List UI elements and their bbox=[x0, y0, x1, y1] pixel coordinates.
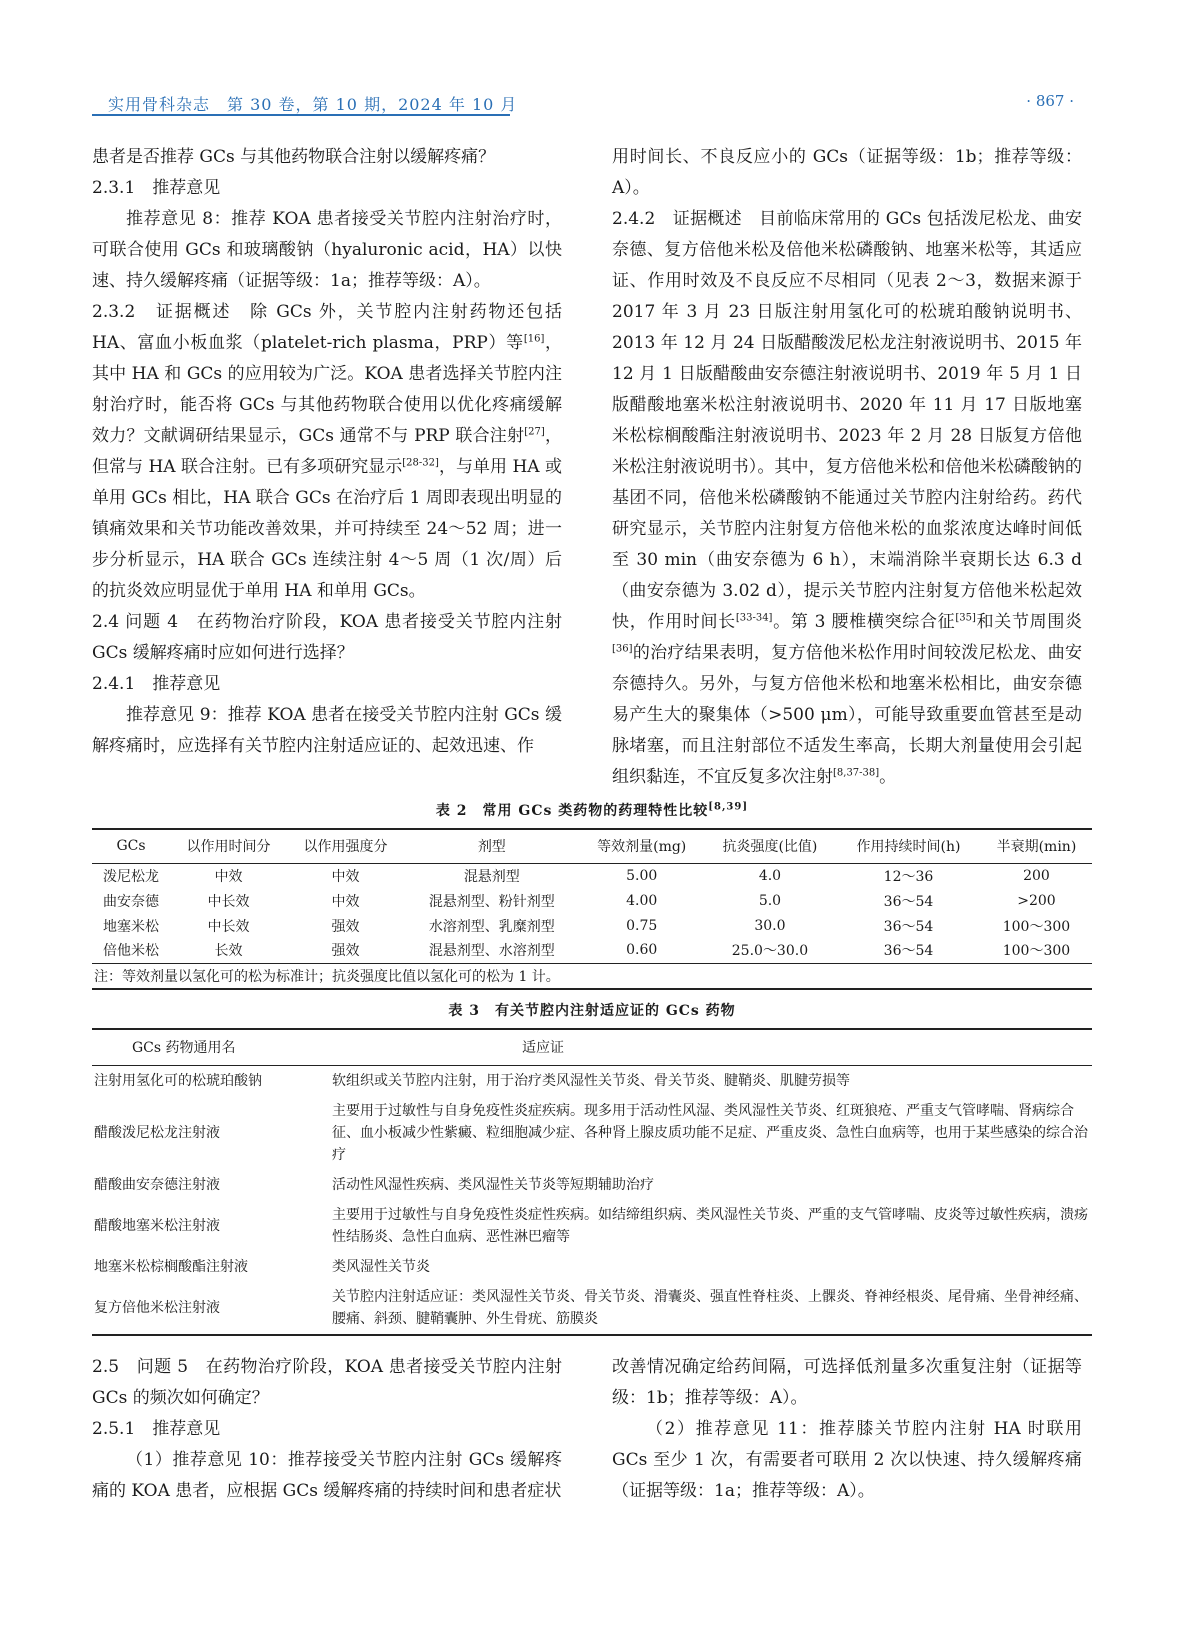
drug-name-cell: 复方倍他米松注射液 bbox=[92, 1282, 332, 1335]
table-cell: 中长效 bbox=[207, 893, 250, 910]
column-header: 剂型 bbox=[404, 829, 580, 863]
citation-ref: [27] bbox=[524, 426, 545, 438]
paragraph: 改善情况确定给药间隔，可选择低剂量多次重复注射（证据等级：1b；推荐等级：A）。 bbox=[612, 1357, 1082, 1408]
page-number: · 867 · bbox=[1026, 92, 1074, 110]
table-row bbox=[92, 1065, 1092, 1096]
table-note-row bbox=[92, 963, 1092, 989]
citation-ref: [28-32] bbox=[402, 457, 439, 469]
table-cell: 5.0 bbox=[758, 892, 782, 909]
table-cell: >200 bbox=[1017, 892, 1056, 909]
citation-ref: [16] bbox=[523, 333, 545, 345]
table-row bbox=[92, 938, 1092, 963]
left-column-bottom bbox=[92, 1352, 562, 1507]
paragraph: 用时间长、不良反应小的 GCs（证据等级：1b；推荐等级：A）。 bbox=[612, 147, 1082, 198]
table-cell: 长效 bbox=[170, 938, 287, 963]
drug-name-cell: 注射用氢化可的松琥珀酸钠 bbox=[94, 1072, 262, 1089]
table-2-caption: 表 2 常用 GCs 类药物的药理特性比较[8,39] bbox=[435, 801, 749, 819]
table-cell: 5.00 bbox=[626, 867, 658, 884]
table-row bbox=[92, 1170, 1092, 1200]
recommendation-10: （1）推荐意见 10：推荐接受关节腔内注射 GCs 缓解疼痛的 KOA 患者，应根据 GCs 缓解疼痛的持续时间和患者症状 bbox=[92, 1450, 562, 1501]
table-cell: 100～300 bbox=[1002, 918, 1071, 935]
recommendation-9: 推荐意见 9：推荐 KOA 患者在接受关节腔内注射 GCs 缓解疼痛时，应选择有关节腔内注射适应证的、起效迅速、作 bbox=[92, 705, 562, 756]
section-heading: 2.5.1 推荐意见 bbox=[92, 1419, 221, 1439]
right-column-bottom bbox=[612, 1352, 1082, 1507]
table-row bbox=[92, 1200, 1092, 1252]
table-cell: 36～54 bbox=[883, 918, 934, 935]
table-cell: 36～54 bbox=[836, 938, 981, 963]
table-3 bbox=[92, 1028, 1092, 1336]
column-header: 作用持续时间(h) bbox=[836, 829, 981, 863]
indication-cell: 活动性风湿性疾病、类风湿性关节炎等短期辅助治疗 bbox=[332, 1176, 654, 1193]
table-note: 注：等效剂量以氢化可的松为标准计；抗炎强度比值以氢化可的松为 1 计。 bbox=[92, 963, 1092, 989]
table-cell: 30.0 bbox=[754, 917, 786, 934]
table-cell: 0.75 bbox=[626, 917, 658, 934]
table-cell: 中效 bbox=[214, 868, 243, 885]
table-cell: 混悬剂型 bbox=[463, 868, 520, 885]
table-cell: 混悬剂型、粉针剂型 bbox=[428, 893, 555, 910]
table-cell: 泼尼松龙 bbox=[103, 868, 159, 885]
table-cell: 中效 bbox=[331, 868, 360, 885]
table-row bbox=[92, 1096, 1092, 1170]
header-rule bbox=[92, 114, 510, 116]
column-header: GCs 药物通用名 bbox=[92, 1029, 332, 1065]
table-cell: 倍他米松 bbox=[92, 938, 170, 963]
table-cell: 200 bbox=[1023, 867, 1050, 884]
indication-cell: 类风湿性关节炎 bbox=[332, 1258, 430, 1275]
table-cell: 强效 bbox=[287, 938, 404, 963]
column-header: 等效剂量(mg) bbox=[580, 829, 704, 863]
table-cell: 混悬剂型、水溶剂型 bbox=[404, 938, 580, 963]
table-cell: 地塞米松 bbox=[103, 918, 159, 935]
table-cell: 4.00 bbox=[626, 892, 658, 909]
running-header bbox=[92, 92, 1092, 118]
table-cell: 12～36 bbox=[883, 868, 934, 885]
drug-name-cell: 醋酸泼尼松龙注射液 bbox=[94, 1124, 220, 1141]
table-row bbox=[92, 1282, 1092, 1335]
section-heading: 2.5 问题 5 在药物治疗阶段，KOA 患者接受关节腔内注射 GCs 的频次如何确定？ bbox=[92, 1357, 562, 1408]
table-cell: 中长效 bbox=[207, 918, 250, 935]
evidence-summary-2-4-2: 2.4.2 证据概述 目前临床常用的 GCs 包括泼尼松龙、曲安奈德、复方倍他米松及倍他米松磷酸钠、地塞米松等，其适应证、作用时效及不良反应不尽相同（见表 2～3，数据来源于 2017 年 3 月 23 日版注射用氢化可的松琥珀酸钠说明书、2013 年 12 月 24 日版醋酸泼尼松龙注射液说明书、2015 年 12 月 1 日版醋酸曲安奈德注射液说明书、2019 年 5 月 1 日版醋酸地塞米松注射液说明书、2020 年 11 月 17 日版地塞米松棕榈酸酯注射液说明书、2023 年 2 月 28 日版复方倍他米松注射液说明书）。其中，复方倍他米松和倍他米松磷酸钠的基团不同，倍他米松磷酸钠不能通过关节腔内注射给药。药代研究显示，关节腔内注射复方倍他米松的血浆浓度达峰时间低至 30 min（曲安奈德为 6 h），末端消除半衰期长达 6.3 d（曲安奈德为 3.02 d），提示关节腔内注射复方倍他米松起效快，作用时间长[33-34]。第 3 腰椎横突综合征[35]和关节周围炎[36]的治疗结果表明，复方倍他米松作用时间较泼尼松龙、曲安奈德持久。另外，与复方倍他米松和地塞米松相比，曲安奈德易产生大的聚集体（>500 μm），可能导致重要血管甚至是动脉堵塞，而且注射部位不适发生率高，长期大剂量使用会引起组织黏连，不宜反复多次注射[8,37-38]。 bbox=[612, 209, 1083, 787]
table-cell: 25.0～30.0 bbox=[704, 938, 836, 963]
table-cell: 曲安奈德 bbox=[103, 893, 159, 910]
table-cell: 0.60 bbox=[580, 938, 704, 963]
table-3-caption: 表 3 有关节腔内注射适应证的 GCs 药物 bbox=[448, 1003, 736, 1019]
paragraph: 患者是否推荐 GCs 与其他药物联合注射以缓解疼痛？ bbox=[92, 147, 496, 167]
column-header: 以作用时间分 bbox=[170, 829, 287, 863]
journal-citation: 实用骨科杂志 第 30 卷，第 10 期，2024 年 10 月 bbox=[108, 95, 518, 114]
drug-name-cell: 醋酸曲安奈德注射液 bbox=[94, 1176, 220, 1193]
column-header: GCs bbox=[92, 829, 170, 863]
indication-cell: 主要用于过敏性与自身免疫性炎症疾病。现多用于活动性风湿、类风湿性关节炎、红斑狼疮、严重支气管哮喘、肾病综合征、血小板减少性紫癜、粒细胞减少症、各种肾上腺皮质功能不足症、严重皮炎、急性白血病等，也用于某些感染的综合治疗 bbox=[332, 1102, 1088, 1163]
drug-name-cell: 醋酸地塞米松注射液 bbox=[94, 1217, 220, 1234]
table-cell: 100～300 bbox=[981, 938, 1092, 963]
left-column-top bbox=[92, 142, 562, 762]
recommendation-8: 推荐意见 8：推荐 KOA 患者接受关节腔内注射治疗时，可联合使用 GCs 和玻璃酸钠（hyaluronic acid，HA）以快速、持久缓解疼痛（证据等级：1a；推荐等级：A）。 bbox=[92, 209, 562, 291]
section-heading: 2.4.1 推荐意见 bbox=[92, 674, 221, 694]
column-header: 适应证 bbox=[332, 1029, 1092, 1065]
table-cell: 水溶剂型、乳糜剂型 bbox=[428, 918, 555, 935]
section-heading: 2.3.1 推荐意见 bbox=[92, 178, 221, 198]
table-2 bbox=[92, 828, 1092, 990]
table-cell: 36～54 bbox=[883, 893, 934, 910]
evidence-summary-2-3-2: 2.3.2 证据概述 除 GCs 外，关节腔内注射药物还包括 HA、富血小板血浆（platelet-rich plasma，PRP）等[16]，其中 HA 和 GCs 的应用较为广泛。KOA 患者选择关节腔内注射治疗时，能否将 GCs 与其他药物联合使用以优化疼痛缓解效力？文献调研结果显示，GCs 通常不与 PRP 联合注射[27]，但常与 HA 联合注射。已有多项研究显示[28-32]，与单用 HA 或单用 GCs 相比，HA 联合 GCs 在治疗后 1 周即表现出明显的镇痛效果和关节功能改善效果，并可持续至 24～52 周；进一步分析显示，HA 联合 GCs 连续注射 4～5 周（1 次/周）后的抗炎效应明显优于单用 HA 和单用 GCs。 bbox=[92, 302, 563, 601]
right-column-top bbox=[612, 142, 1082, 793]
citation-ref: [35] bbox=[955, 612, 976, 624]
indication-cell: 软组织或关节腔内注射，用于治疗类风湿性关节炎、骨关节炎、腱鞘炎、肌腱劳损等 bbox=[332, 1072, 850, 1089]
indication-cell: 主要用于过敏性与自身免疫性炎症性疾病。如结缔组织病、类风湿性关节炎、严重的支气管哮喘、皮炎等过敏性疾病，溃疡性结肠炎、急性白血病、恶性淋巴瘤等 bbox=[332, 1206, 1088, 1245]
column-header: 半衰期(min) bbox=[981, 829, 1092, 863]
table-row bbox=[92, 863, 1092, 888]
citation-ref: [8,37-38] bbox=[833, 767, 880, 779]
citation-ref: [33-34] bbox=[735, 612, 773, 624]
table-row bbox=[92, 1252, 1092, 1282]
table-header-row bbox=[92, 829, 1092, 863]
table-row bbox=[92, 888, 1092, 913]
table-row bbox=[92, 913, 1092, 938]
table-cell: 强效 bbox=[331, 918, 360, 935]
column-header: 抗炎强度(比值) bbox=[704, 829, 836, 863]
indication-cell: 关节腔内注射适应证：类风湿性关节炎、骨关节炎、滑囊炎、强直性脊柱炎、上髁炎、脊神经根炎、尾骨痛、坐骨神经痛、腰痛、斜颈、腱鞘囊肿、外生骨疣、筋膜炎 bbox=[332, 1282, 1092, 1335]
table-cell: 4.0 bbox=[758, 867, 782, 884]
drug-name-cell: 地塞米松棕榈酸酯注射液 bbox=[94, 1258, 248, 1275]
column-header: 以作用强度分 bbox=[287, 829, 404, 863]
section-heading: 2.4 问题 4 在药物治疗阶段，KOA 患者接受关节腔内注射 GCs 缓解疼痛时应如何进行选择？ bbox=[92, 612, 562, 663]
table-cell: 中效 bbox=[331, 893, 360, 910]
citation-ref: [36] bbox=[612, 643, 633, 655]
recommendation-11: （2）推荐意见 11：推荐膝关节腔内注射 HA 时联用 GCs 至少 1 次，有需要者可联用 2 次以快速、持久缓解疼痛（证据等级：1a；推荐等级：A）。 bbox=[612, 1419, 1082, 1501]
table-header-row bbox=[92, 1029, 1092, 1065]
